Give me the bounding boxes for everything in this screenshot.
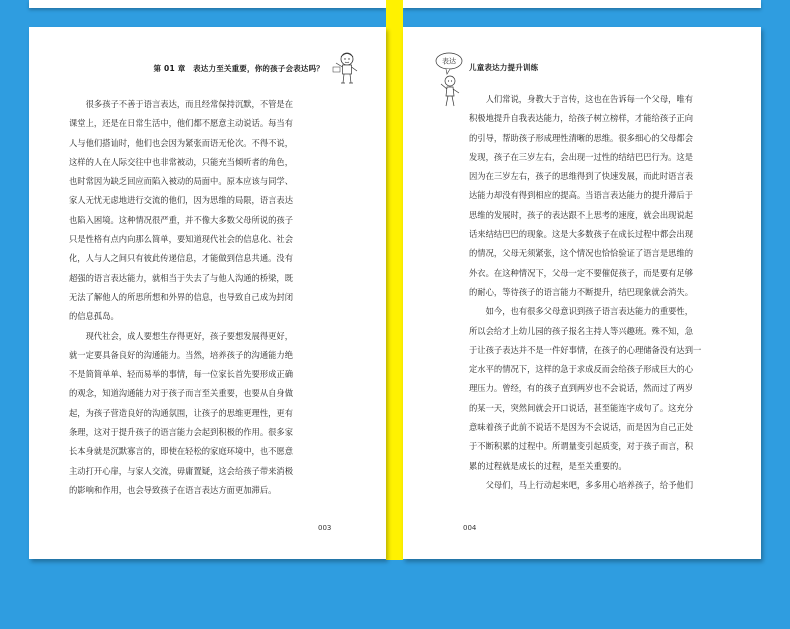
text-line: 积极地提升自我表达能力，给孩子树立榜样，才能给孩子正向 xyxy=(469,113,694,124)
text-line: 思维的发展时，孩子的表达跟不上思考的速度，就会出现说起 xyxy=(469,209,694,220)
text-line: 于不断积累的过程中。所谓量变引起质变，对于孩子而言，积 xyxy=(469,441,694,452)
text-line: 因为在三岁左右，孩子的思维得到了快速发展，而此时语言表 xyxy=(469,171,694,182)
text-line: 就一定要具备良好的沟通能力。当然，培养孩子的沟通能力绝 xyxy=(69,349,294,360)
text-line: 累的过程就是成长的过程，是至关重要的。 xyxy=(469,460,627,471)
text-line: 父母们，马上行动起来吧，多多用心培养孩子，给予他们 xyxy=(469,479,694,490)
text-line: 也陷入困境。这种情况很严重，并不像大多数父母所说的孩子 xyxy=(69,214,294,225)
text-line: 化，人与人之间只有彼此传递信息，才能做到信息共通。没有 xyxy=(69,253,294,264)
book-spine xyxy=(386,0,403,560)
text-line: 外衣。在这种情况下，父母一定不要催促孩子，而是要有足够 xyxy=(469,267,694,278)
text-line: 意味着孩子此前不说话不是因为不会说话，而是因为自己正处 xyxy=(469,422,694,433)
text-line: 话来结结巴巴的现象。这是大多数孩子在成长过程中都会出现 xyxy=(469,229,694,240)
running-header-left: 第 01 章 表达力至关重要，你的孩子会表达吗？ xyxy=(153,64,324,73)
text-line: 达能力却没有得到相应的提高。当语言表达能力的提升滞后于 xyxy=(469,190,694,201)
left-body-text xyxy=(69,95,369,500)
text-line: 无法了解他人的所思所想和外界的信息，也导致自己成为封闭 xyxy=(69,291,294,302)
text-line: 发现，孩子在三岁左右，会出现一过性的结结巴巴行为。这是 xyxy=(469,151,694,162)
speech-bubble-label: 表达 xyxy=(442,57,456,66)
page-number-left: 003 xyxy=(318,524,332,532)
text-line: 也时常因为缺乏回应而陷入被动的局面中。原本应该与同学、 xyxy=(69,176,294,187)
text-line: 的观念，知道沟通能力对于孩子而言至关重要，也要从自身做 xyxy=(69,388,294,399)
text-line: 于让孩子表达并不是一件好事情，在孩子的心理储备没有达到一 xyxy=(469,344,702,355)
text-line: 超强的语言表达能力，就相当于失去了与他人沟通的桥梁，既 xyxy=(69,272,294,283)
text-line: 所以会给才上幼儿园的孩子报名主持人等兴趣班。殊不知，急 xyxy=(469,325,694,336)
text-line: 现代社会，成人要想生存得更好，孩子要想发展得更好， xyxy=(69,330,294,341)
previous-page-left-edge xyxy=(29,0,386,8)
text-line: 条理，这对于提升孩子的语言能力会起到积极的作用。很多家 xyxy=(69,427,294,438)
text-line: 这样的人在人际交往中也非常被动，只能充当倾听者的角色， xyxy=(69,156,294,167)
left-page xyxy=(29,27,386,559)
text-line: 长本身就是沉默寡言的，即使在轻松的家庭环境中，也不愿意 xyxy=(69,446,294,457)
text-line: 课堂上，还是在日常生活中，他们都不愿意主动说话。每当有 xyxy=(69,118,294,129)
text-line: 的某一天，突然间就会开口说话，甚至能连字成句了。这充分 xyxy=(469,402,694,413)
text-line: 理压力。曾经，有的孩子直到两岁也不会说话，然而过了两岁 xyxy=(469,383,694,394)
right-page xyxy=(403,27,761,559)
text-line: 不是简简单单、轻而易举的事情，每一位家长首先要形成正确 xyxy=(69,369,294,380)
cartoon-child-with-sign-icon xyxy=(332,49,362,93)
text-line: 的耐心，等待孩子的语言能力不断提升，结巴现象就会消失。 xyxy=(469,286,694,297)
text-line: 人与他们搭讪时，他们也会因为紧张而语无伦次。不得不说， xyxy=(69,137,294,148)
text-line: 很多孩子不善于语言表达，而且经常保持沉默，不管是在 xyxy=(69,99,294,109)
text-line: 的引导，帮助孩子形成理性清晰的思维。很多细心的父母都会 xyxy=(469,132,694,143)
text-line: 如今，也有很多父母意识到孩子语言表达能力的重要性， xyxy=(469,306,694,317)
text-line: 起，为孩子营造良好的沟通氛围，让孩子的思维更理性，更有 xyxy=(69,407,294,418)
page-number-right: 004 xyxy=(463,524,477,532)
right-body-text xyxy=(469,90,761,495)
text-line: 家人无忧无虑地进行交流的他们，因为思维的局限，语言表达 xyxy=(69,195,294,206)
text-line: 的信息孤岛。 xyxy=(69,311,119,322)
text-line: 定水平的情况下，这样的急于求成反而会给孩子形成巨大的心 xyxy=(469,364,694,375)
previous-page-right-edge xyxy=(403,0,761,8)
text-line: 主动打开心扉，与家人交流，毋庸置疑，这会给孩子带来消极 xyxy=(69,465,294,476)
text-line: 人们常说，身教大于言传，这也在告诉每一个父母，唯有 xyxy=(469,94,694,104)
cartoon-child-with-speech-bubble-icon xyxy=(431,51,467,111)
running-header-right: 儿童表达力提升训练 xyxy=(469,63,539,72)
text-line: 只是性格有点内向那么简单，要知道现代社会的信息化、社会 xyxy=(69,234,294,245)
text-line: 的影响和作用，也会导致孩子在语言表达方面更加滞后。 xyxy=(69,484,277,495)
text-line: 的情况，父母无须紧张，这个情况也恰恰验证了语言是思维的 xyxy=(469,248,694,259)
